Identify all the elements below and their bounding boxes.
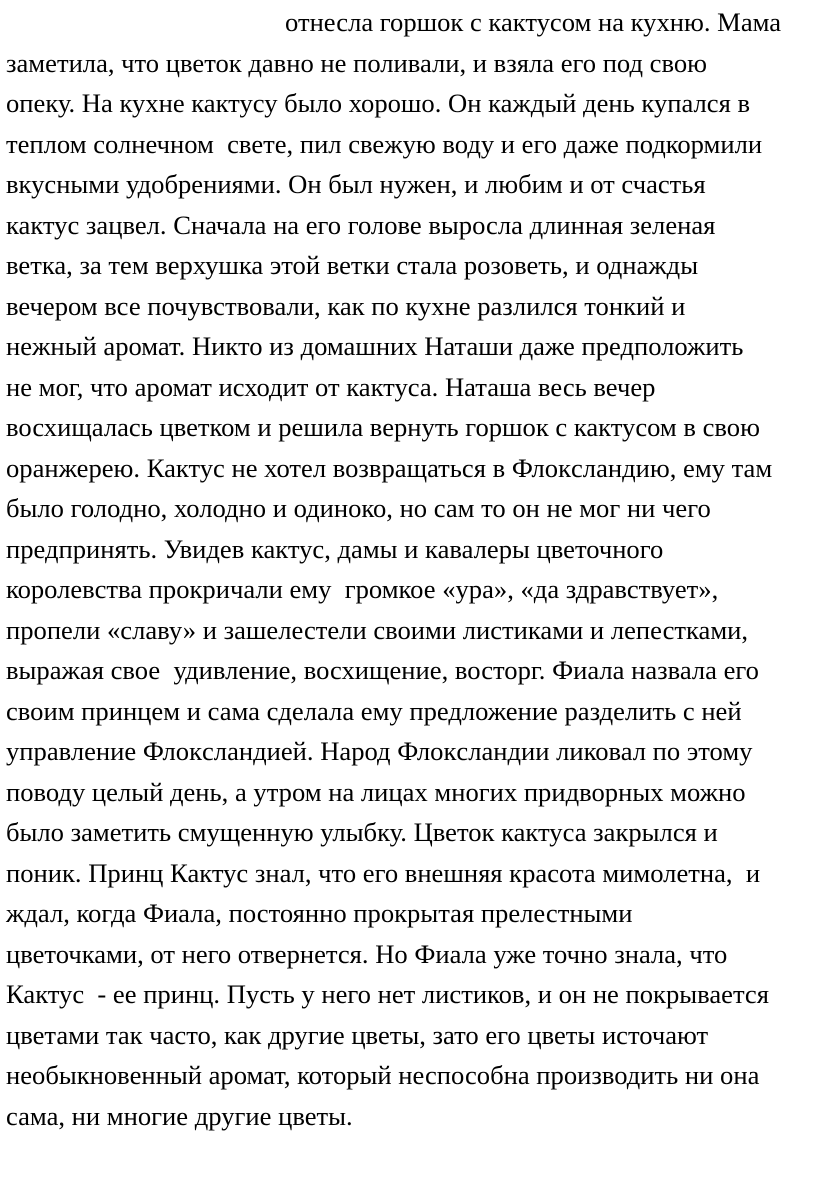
text-line: не мог, что аромат исходит от кактуса. Наташа весь вечер bbox=[6, 371, 656, 402]
text-line: теплом солнечном свете, пил свежую воду и его даже подкормили bbox=[6, 128, 763, 159]
text-line: отнесла горшок с кактусом на кухню. Мама bbox=[285, 7, 782, 37]
text-line: королевства прокричали ему громкое «ура», «да здравствует», bbox=[6, 574, 719, 604]
text-line: опеку. На кухне кактусу было хорошо. Он каждый день купался в bbox=[6, 88, 751, 118]
text-line: кактус зацвел. Сначала на его голове выросла длинная зеленая bbox=[6, 209, 716, 240]
text-line: оранжерею. Кактус не хотел возвращаться в Флокcландию, ему там bbox=[6, 452, 773, 483]
text-line: предпринять. Увидев кактус, дамы и кавалеры цветочного bbox=[6, 533, 664, 564]
text-line: восхищалась цветком и решила вернуть горшок с кактусом в свою bbox=[6, 412, 760, 442]
text-line: поник. Принц Кактус знал, что его внешняя красота мимолетна, и bbox=[6, 857, 761, 888]
text-line: пропели «славу» и зашелестели своими листиками и лепестками, bbox=[6, 614, 749, 645]
text-line: цветочками, от него отвернется. Но Фиала уже точно знала, что bbox=[6, 938, 728, 969]
text-line: было заметить смущенную улыбку. Цветок кактуса закрылся и bbox=[6, 817, 718, 847]
text-line: выражая свое удивление, восхищение, восторг. Фиала назвала его bbox=[6, 655, 759, 685]
text-line: своим принцем и сама сделала ему предложение разделить с ней bbox=[6, 695, 742, 726]
text-line: вкусными удобрениями. Он был нужен, и любим и от счастья bbox=[6, 169, 706, 199]
text-line: нежный аромат. Никто из домашних Наташи даже предположить bbox=[6, 331, 744, 361]
text-line: заметила, что цветок давно не поливали, и взяла его под свою bbox=[6, 47, 707, 78]
text-line: было голодно, холодно и одиноко, но сам то он не мог ни чего bbox=[6, 493, 711, 523]
text-line: управление Флокcландией. Народ Флокcландии ликовал по этому bbox=[6, 736, 753, 766]
text-line: цветами так часто, как другие цветы, зато его цветы источают bbox=[6, 1019, 709, 1050]
text-line: поводу целый день, а утром на лицах многих придворных можно bbox=[6, 776, 746, 807]
text-line: необыкновенный аромат, который неспособна производить ни она bbox=[6, 1060, 760, 1090]
text-line: вечером все почувствовали, как по кухне разлился тонкий и bbox=[6, 290, 686, 321]
text-line: ветка, за тем верхушка этой ветки стала розоветь, и однажды bbox=[6, 250, 699, 280]
text-line: ждал, когда Фиала, постоянно прокрытая прелестными bbox=[6, 898, 633, 928]
text-line: Кактус - ее принц. Пусть у него нет листиков, и он не покрывается bbox=[6, 979, 769, 1009]
story-paragraph bbox=[6, 2, 814, 1136]
text-line: сама, ни многие другие цветы. bbox=[6, 1100, 353, 1131]
